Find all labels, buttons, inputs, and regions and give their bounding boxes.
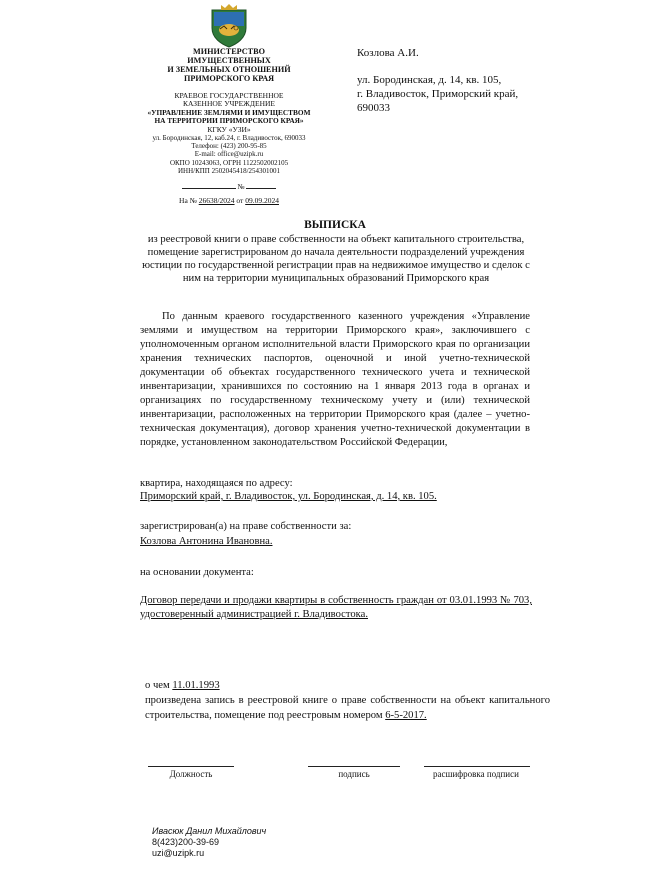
primorsky-coat-of-arms-icon	[209, 4, 249, 48]
signature-line	[308, 766, 400, 767]
ministry-line: И ЗЕМЕЛЬНЫХ ОТНОШЕНИЙ	[167, 65, 291, 74]
basis-document: Договор передачи и продажи квартиры в собственность граждан от 03.01.1993 № 703, удостоверенный администрацией г. Владивостока.	[140, 595, 532, 620]
org-inn: ИНН/КПП 2502045418/254301001	[177, 166, 281, 175]
record-block: о чем 11.01.1993 произведена запись в реестровой книге о праве собственности на объект капитального строительства, помещение под реестровым номером 6-5-2017.	[145, 680, 550, 721]
recipient-block	[357, 46, 607, 115]
executor-info	[152, 826, 266, 859]
reference-line: На № 26638/2024 от 09.09.2024	[179, 196, 279, 206]
record-text: произведена запись в реестровой книге о праве собственности на объект капитального строительства, помещение под реестровым номером	[145, 695, 550, 721]
owner-name: Козлова Антонина Ивановна.	[140, 536, 273, 547]
document-title: ВЫПИСКА	[304, 219, 366, 231]
record-number: 6-5-2017.	[385, 710, 427, 721]
org-short-name: КГКУ «УЗИ»	[207, 124, 251, 134]
reference-number: 26638/2024	[198, 196, 235, 206]
decoding-signature-line	[424, 766, 530, 767]
signature-label: подпись	[338, 769, 370, 779]
org-contacts	[136, 134, 322, 175]
document-body	[140, 310, 530, 450]
reference-date: 09.09.2024	[245, 196, 279, 206]
org-line: КРАЕВОЕ ГОСУДАРСТВЕННОЕ	[174, 91, 284, 100]
org-phone: Телефон: (423) 200-95-85	[191, 142, 267, 151]
org-name-line: НА ТЕРРИТОРИИ ПРИМОРСКОГО КРАЯ»	[154, 116, 304, 126]
record-date: 11.01.1993	[172, 680, 220, 691]
org-email: E-mail: office@uzipk.ru	[194, 150, 264, 159]
letterhead	[136, 47, 322, 206]
ministry-line: ПРИМОРСКОГО КРАЯ	[183, 74, 275, 83]
org-okpo: ОКПО 10243063, ОГРН 1122502002105	[169, 158, 289, 167]
outgoing-number-line: №	[136, 181, 322, 191]
basis-label: на основании документа:	[140, 567, 254, 578]
recipient-address: ул. Бородинская, д. 14, кв. 105, г. Владивосток, Приморский край, 690033	[357, 74, 519, 114]
body-paragraph: По данным краевого государственного казенного учреждения «Управление землями и имуществом на территории Приморского края», заключившего с уполномоченным органом исполнительной власти Приморского края по организации хранения технических паспортов, оценочной и иной учетно-технической документации об объектах государственного технического учета и технической инвентаризации, хранившихся по состоянию на 1 января 2013 года в органах и организациях по государственному техническому учету и (или) технической инвентаризации, расположенных на территории Приморского края (далее – учетно-техническая документация), договор хранения учетно-технической документации в порядке, установленном законодательством Российской Федерации,	[140, 311, 530, 448]
org-address: ул. Бородинская, 12, каб.24, г. Владивосток, 690033	[152, 134, 306, 143]
executor-email: uzi@uzipk.ru	[152, 848, 205, 858]
object-address: Приморский край, г. Владивосток, ул. Бородинская, д. 14, кв. 105.	[140, 491, 437, 502]
object-label: квартира, находящаяся по адресу:	[140, 478, 293, 489]
document-subtitle: из реестровой книги о праве собственности на объект капитального строительства, помещение зарегистрированом до начала деятельности подразделений учреждения юстиции по государственной регистрации прав на недвижимое имущество и сделок с ним на территории муниципальных образований Приморского края	[142, 234, 530, 284]
position-label: Должность	[169, 769, 213, 779]
recipient-name: Козлова А.И.	[357, 47, 419, 59]
executor-phone: 8(423)200-39-69	[152, 837, 220, 847]
decoding-label: расшифровка подписи	[433, 769, 519, 779]
position-signature-line	[148, 766, 234, 767]
ministry-line: ИМУЩЕСТВЕННЫХ	[187, 56, 271, 65]
registered-label: зарегистрирован(а) на праве собственности за:	[140, 521, 352, 532]
ministry-line: МИНИСТЕРСТВО	[193, 47, 265, 56]
org-name-line: «УПРАВЛЕНИЕ ЗЕМЛЯМИ И ИМУЩЕСТВОМ	[147, 107, 311, 117]
executor-name: Ивасюк Данил Михайлович	[152, 826, 267, 836]
org-line: КАЗЕННОЕ УЧРЕЖДЕНИЕ	[182, 99, 276, 109]
ministry-name	[136, 47, 322, 83]
